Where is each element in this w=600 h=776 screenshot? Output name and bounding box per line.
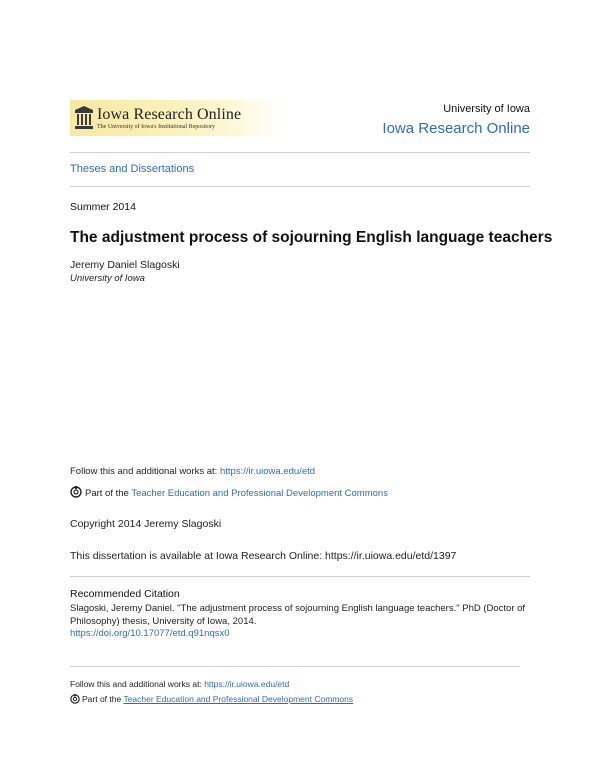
divider (70, 666, 520, 667)
creative-commons-icon (70, 486, 82, 498)
institution-name: University of Iowa (443, 103, 530, 115)
author-name: Jeremy Daniel Slagoski (70, 259, 180, 271)
doi-link[interactable]: https://doi.org/10.17077/etd.q91nqsx0 (70, 628, 230, 639)
divider (70, 152, 530, 153)
commons-link[interactable]: Teacher Education and Professional Development Commons (131, 488, 388, 499)
iowa-research-online-logo[interactable] (70, 100, 283, 136)
follow-url-link[interactable]: https://ir.uiowa.edu/etd (219, 466, 316, 477)
citation-text: Slagoski, Jeremy Daniel. "The adjustment process of sojourning English language teachers." PhD (Doctor of Philosophy) thesis, University of Iowa, 2014. (70, 603, 526, 627)
part-of-prefix: Part of the (85, 488, 132, 499)
library-building-icon (74, 106, 94, 130)
footer-follow-line (70, 679, 289, 689)
logo-subtitle: The University of Iowa's Institutional Repository (97, 124, 215, 130)
footer-part-of-line (70, 694, 353, 704)
publication-date: Summer 2014 (70, 201, 136, 213)
follow-line (70, 466, 315, 477)
author-affiliation: University of Iowa (70, 273, 145, 284)
copyright-statement: Copyright 2014 Jeremy Slagoski (70, 518, 222, 530)
follow-prefix: Follow this and additional works at: (70, 466, 220, 477)
collection-link[interactable]: Theses and Dissertations (70, 163, 195, 175)
availability-statement: This dissertation is available at Iowa Research Online: https://ir.uiowa.edu/etd/1397 (70, 550, 457, 562)
footer-commons-link[interactable]: Teacher Education and Professional Development Commons (123, 694, 354, 704)
logo-title: Iowa Research Online (97, 106, 242, 123)
creative-commons-icon (70, 694, 80, 704)
divider (70, 186, 530, 187)
footer-follow-url-link[interactable]: https://ir.uiowa.edu/etd (204, 679, 290, 689)
footer-follow-prefix: Follow this and additional works at: (70, 679, 205, 689)
document-title: The adjustment process of sojourning English language teachers (70, 229, 553, 246)
divider (70, 576, 530, 577)
part-of-line (70, 486, 388, 499)
repository-name-link[interactable]: Iowa Research Online (382, 120, 530, 137)
recommended-citation-heading: Recommended Citation (70, 588, 180, 600)
footer-part-of-prefix: Part of the (82, 694, 124, 704)
recommended-citation (70, 603, 540, 641)
